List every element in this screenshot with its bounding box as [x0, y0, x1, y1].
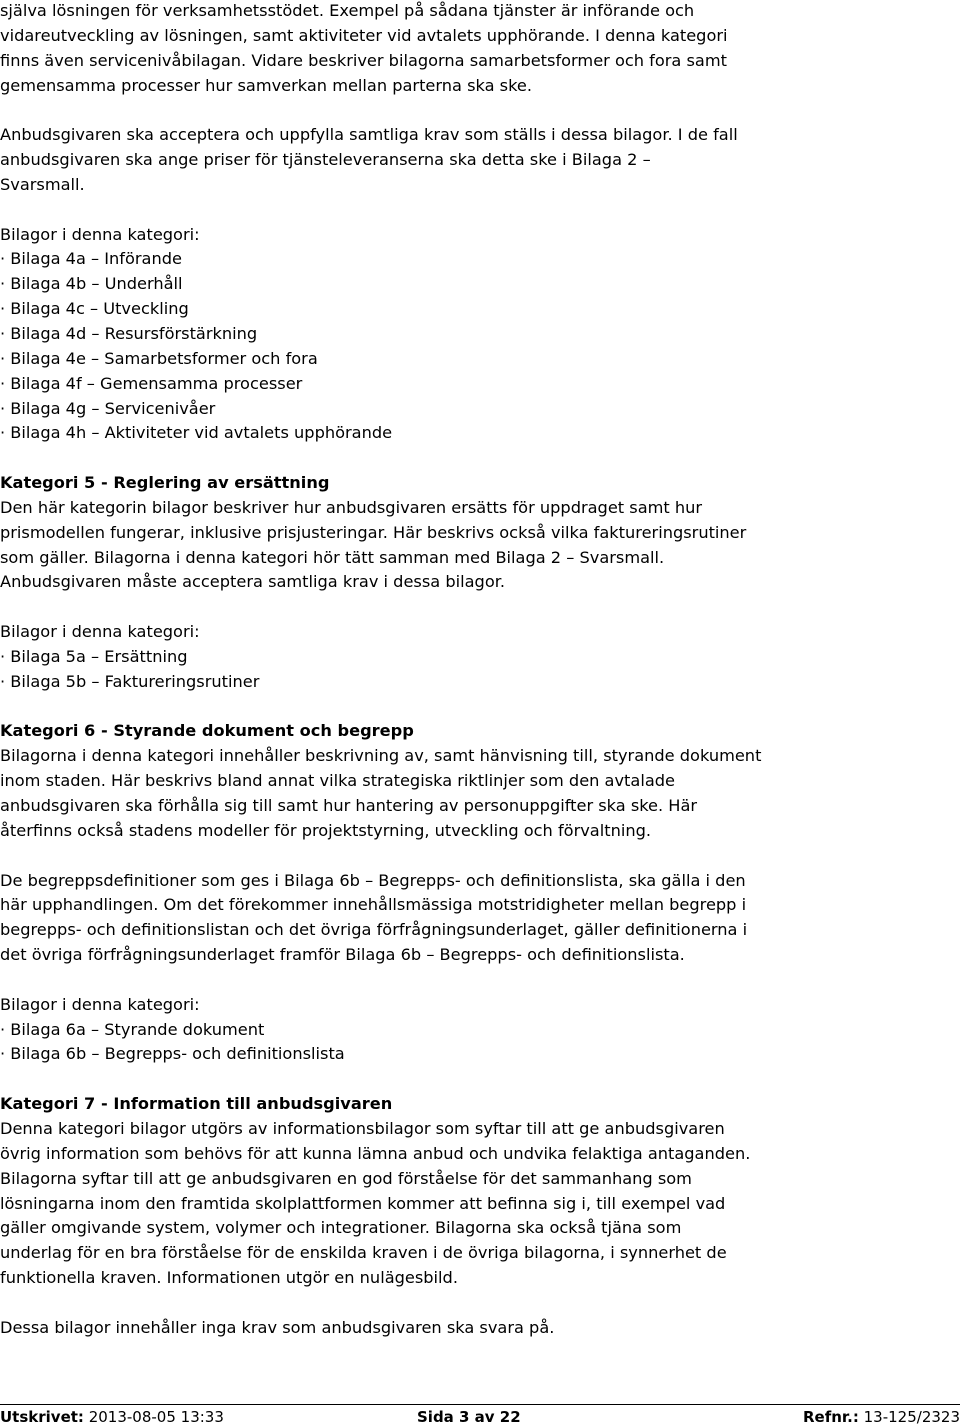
section-heading: Kategori 5 - Reglering av ersättning: [0, 473, 330, 493]
text-line: prismodellen fungerar, inklusive prisjusteringar. Här beskrivs också vilka faktureringsrutiner: [0, 522, 747, 542]
text-line: Bilagorna i denna kategori innehåller beskrivning av, samt hänvisning till, styrande dokument: [0, 746, 762, 766]
text-line: Den här kategorin bilagor beskriver hur anbudsgivaren ersätts för uppdraget samt hur: [0, 497, 703, 517]
text-line: anbudsgivaren ska förhålla sig till samt hur hantering av personuppgifter ska ske. Här: [0, 796, 698, 815]
text-line: Anbudsgivaren måste acceptera samtliga krav i dessa bilagor.: [0, 572, 506, 592]
category-4-attachment-list: [0, 223, 940, 447]
ref-label: Refnr.:: [802, 1408, 859, 1426]
printed-label: Utskrivet:: [0, 1408, 84, 1426]
text-line: inom staden. Här beskrivs bland annat vilka strategiska riktlinjer som den avtalade: [0, 771, 675, 791]
text-line: vidareutveckling av lösningen, samt aktiviteter vid avtalets upphörande. I denna kategori: [0, 25, 728, 45]
list-item: · Bilaga 4e – Samarbetsformer och fora: [0, 347, 940, 372]
text-line: funktionella kraven. Informationen utgör en nulägesbild.: [0, 1268, 458, 1288]
text-line: Dessa bilagor innehåller inga krav som anbudsgivaren ska svara på.: [0, 1317, 555, 1337]
page-number: Sida 3 av 22: [417, 1408, 521, 1426]
text-line: själva lösningen för verksamhetsstödet. Exempel på sådana tjänster är införande och: [0, 1, 695, 20]
printed-value: 2013-08-05 13:33: [88, 1408, 224, 1426]
page-footer: [0, 1407, 960, 1427]
text-line: Bilagorna syftar till att ge anbudsgivaren en god förståelse för det sammanhang som: [0, 1168, 692, 1188]
category-5-section: [0, 471, 940, 695]
text-line: lösningarna inom den framtida skolplattformen kommer att befinna sig i, till exempel vad: [0, 1193, 726, 1213]
text-line: begrepps- och definitionslistan och det övriga förfrågningsunderlaget, gäller definitionerna i: [0, 920, 748, 940]
text-line: återfinns också stadens modeller för projektstyrning, utveckling och förvaltning.: [0, 820, 652, 840]
text-line: Svarsmall.: [0, 174, 85, 194]
list-item: · Bilaga 4a – Införande: [0, 247, 940, 272]
list-item: · Bilaga 4d – Resursförstärkning: [0, 322, 940, 347]
printed-date: [0, 1407, 224, 1427]
text-line: det övriga förfrågningsunderlaget framför Bilaga 6b – Begrepps- och definitionslista.: [0, 945, 685, 965]
text-line: underlag för en bra förståelse för de enskilda kraven i de övriga bilagorna, i synnerhet de: [0, 1243, 727, 1263]
category-7-section: [0, 1092, 940, 1340]
list-item: · Bilaga 4g – Servicenivåer: [0, 397, 940, 422]
footer-divider: [0, 1404, 960, 1405]
text-line: här upphandlingen. Om det förekommer innehållsmässiga motstridigheter mellan begrepp i: [0, 895, 747, 915]
text-line: gäller omgivande system, volymer och integrationer. Bilagorna ska också tjäna som: [0, 1218, 682, 1238]
list-item: · Bilaga 5b – Faktureringsrutiner: [0, 670, 940, 695]
list-heading: Bilagor i denna kategori:: [0, 994, 200, 1014]
list-item: · Bilaga 4h – Aktiviteter vid avtalets upphörande: [0, 421, 940, 446]
list-item: · Bilaga 5a – Ersättning: [0, 645, 940, 670]
category-6-section: [0, 719, 940, 1067]
reference-number: [803, 1407, 960, 1427]
list-item: · Bilaga 6b – Begrepps- och definitionslista: [0, 1042, 940, 1067]
list-item: · Bilaga 4b – Underhåll: [0, 272, 940, 297]
ref-value: 13-125/2323: [863, 1408, 960, 1426]
text-line: finns även servicenivåbilagan. Vidare beskriver bilagorna samarbetsformer och fora samt: [0, 50, 727, 70]
list-item: · Bilaga 6a – Styrande dokument: [0, 1018, 940, 1043]
text-line: som gäller. Bilagorna i denna kategori hör tätt samman med Bilaga 2 – Svarsmall.: [0, 547, 665, 567]
list-heading: Bilagor i denna kategori:: [0, 622, 200, 642]
text-line: övrig information som behövs för att kunna lämna anbud och undvika felaktiga antaganden.: [0, 1143, 751, 1163]
text-line: De begreppsdefinitioner som ges i Bilaga 6b – Begrepps- och definitionslista, ska gälla i den: [0, 870, 746, 890]
section-heading: Kategori 6 - Styrande dokument och begrepp: [0, 721, 414, 741]
text-line: gemensamma processer hur samverkan mellan parterna ska ske.: [0, 75, 533, 95]
text-line: Anbudsgivaren ska acceptera och uppfylla samtliga krav som ställs i dessa bilagor. I de fall: [0, 125, 738, 145]
intro-paragraph: [0, 0, 940, 98]
section-heading: Kategori 7 - Information till anbudsgivaren: [0, 1094, 393, 1114]
requirement-paragraph: [0, 123, 940, 198]
text-line: anbudsgivaren ska ange priser för tjänsteleveranserna ska detta ske i Bilaga 2 –: [0, 150, 651, 170]
text-line: Denna kategori bilagor utgörs av informationsbilagor som syftar till att ge anbudsgivaren: [0, 1118, 725, 1138]
list-item: · Bilaga 4c – Utveckling: [0, 297, 940, 322]
list-heading: Bilagor i denna kategori:: [0, 224, 200, 244]
list-item: · Bilaga 4f – Gemensamma processer: [0, 372, 940, 397]
